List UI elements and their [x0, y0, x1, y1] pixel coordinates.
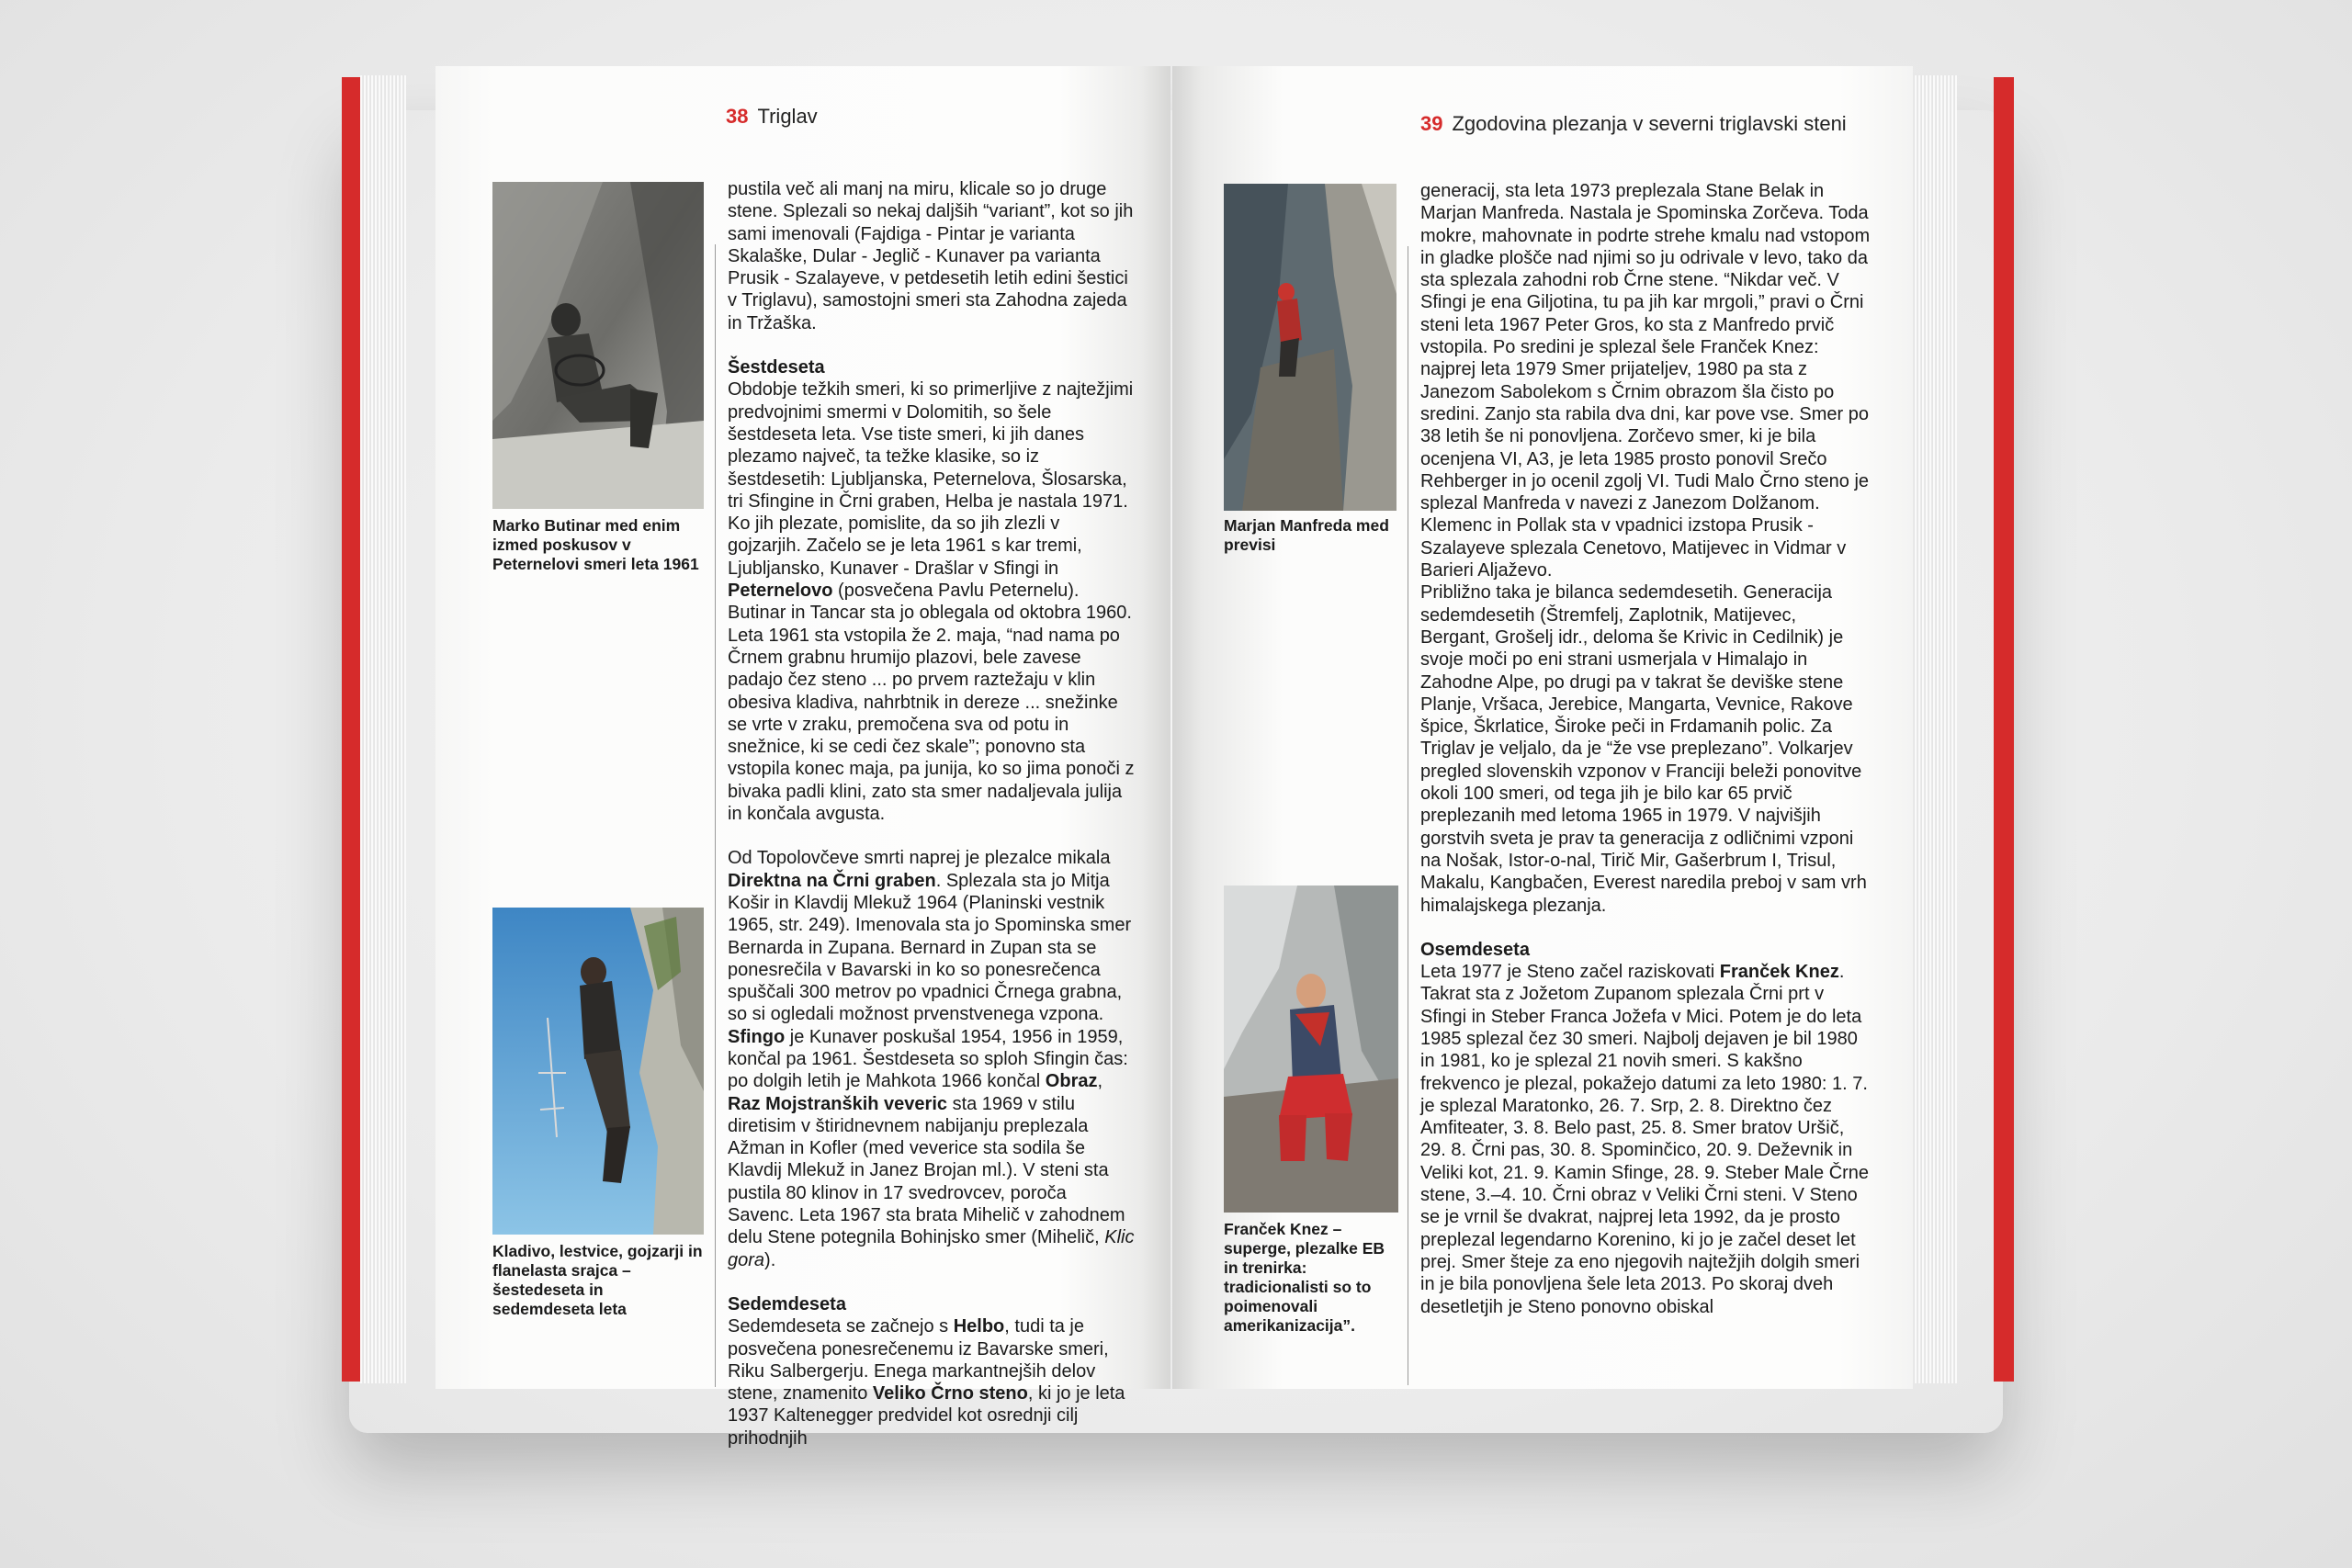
- photo-caption: Kladivo, lestvice, gojzarji in flanelasta srajca – šestedeseta in sedemdeseta leta: [492, 1242, 703, 1318]
- page-number: 39: [1420, 112, 1443, 135]
- section-heading: Šestdeseta: [728, 357, 825, 378]
- text-column: [1420, 180, 1871, 1318]
- paragraph: pustila več ali manj na miru, klicale so jo druge stene. Splezali so nekaj daljših “variant”, kot so jih sami imenovali (Fajdiga - Pintar je varianta Skalaške, Dular - Jeglič - Kunaver pa varianta Prusik - Szalayeve, v petdesetih letih edini šestici v Triglavu), samostojni smeri sta Zahodna zajeda in Tržaška.: [728, 179, 1134, 333]
- photo-caption: Franček Knez – superge, plezalke EB in trenirka: tradicionalisti so to poimenovali amerikanizacija”.: [1224, 1220, 1385, 1335]
- left-page: [435, 66, 1170, 1449]
- paragraph: generacij, sta leta 1973 preplezala Stane Belak in Marjan Manfreda. Nastala je Spominska Zorčeva. Toda mokre, mahovnate in podrte strehe kmalu nad vstopom in gladke plošče nad njimi so ju odrivale v levo, tako da sta splezala zahodni rob Črne stene. “Nikdar več. V Sfingi je ena Giljotina, tu pa jih kar mrgoli,” pravi o Črni steni leta 1967 Peter Gros, ko sta z Manfredo prvič vstopila. Po sredini je splezal šele Franček Knez: najprej leta 1979 Smer prijateljev, 1980 pa sta z Janezom Sabolekom s Črnim obrazom šla čisto po sredini. Zanjo sta rabila dva dni, kar pove vse. Smer po 38 letih še ni ponovljena. Zorčevo smer, ki je bila ocenjena VI, A3, je leta 1985 prosto ponovil Srečo Rehberger in jo ocenil zgolj VI. Tudi Malo Črno steno je splezal Manfreda v navezi z Janezom Dolžanom. Klemenc in Pollak sta v vpadnici izstopa Prusik - Szalayeve splezala Cenetovo, Matijevec in Vidmar v Barieri Aljaževo.: [1420, 181, 1871, 581]
- page-title: Zgodovina plezanja v severni triglavski steni: [1452, 112, 1847, 135]
- text-column: [728, 178, 1137, 1450]
- left-page-header: [726, 105, 818, 129]
- paragraph: Od Topolovčeve smrti naprej je plezalce mikala Direktna na Črni graben. Splezala sta jo Mitja Košir in Klavdij Mlekuž 1964 (Planinski vestnik 1965, str. 249). Imenovala sta jo Spominska smer Bernarda in Zupana. Bernard in Zupan sta se ponesrečila v Bavarski in ko so ponesrečenca spuščali 300 metrov po vpadnici Črnega grabna, so si ogledali možnost prvenstvenega vzpona. Sfingo je Kunaver poskušal 1954, 1956 in 1959, končal pa 1961. Šestdeseta so sploh Sfingin čas: po dolgih letih je Mahkota 1966 končal Obraz, Raz Mojstranških veveric sta 1969 v stilu diretisim v štiridnevnem nabijanju preplezala Ažman in Kofler (med veverice sta sodila še Klavdij Mlekuž in Janez Brojan ml.). V steni sta pustila 80 klinov in 17 svedrovcev, poroča Savenc. Leta 1967 sta brata Mihelič v zahodnem delu Stene potegnila Bohinjsko smer (Mihelič, Klic gora).: [728, 848, 1135, 1270]
- left-cover-edge: [342, 77, 362, 1382]
- page-number: 38: [726, 105, 749, 128]
- paragraph: Leta 1977 je Steno začel raziskovati Franček Knez. Takrat sta z Jožetom Zupanom splezala Črni prt v Sfingi in Steber Franca Jožefa v Mici. Potem je do leta 1985 splezal čez 30 smeri. Najbolj dejaven je bil 1980 in 1981, ko je splezal 21 novih smeri. S kakšno frekvenco je plezal, pokažejo datumi za leto 1980: 1. 7. je splezal Maratonko, 26. 7. Srp, 2. 8. Direktno čez Amfiteater, 3. 8. Belo past, 25. 8. Smer bratov Uršič, 29. 8. Črni pas, 30. 8. Spominčico, 20. 9. Deževnik in Veliki kot, 21. 9. Kamin Sfinge, 28. 9. Steber Male Črne stene, 3.–4. 10. Črni obraz v Veliki Črni steni. V Steno se je vrnil še dvakrat, najprej leta 1992, da je prosto preplezal legendarno Korenino, ki jo je začel deset let prej. Smer šteje za eno njegovih najtežjih dolgih smeri in je bila ponovljena šele leta 2013. Po skoraj dveh desetletjih je Steno ponovno obiskal: [1420, 962, 1870, 1317]
- climber-sitting-photo: [492, 182, 704, 509]
- page-title: Triglav: [757, 105, 818, 128]
- section-heading: Sedemdeseta: [728, 1293, 846, 1314]
- paragraph: Sedemdeseta se začnejo s Helbo, tudi ta je posvečena ponesrečenemu iz Bavarske smeri, Riku Salbergerju. Enega markantnejših delov stene, znamenito Veliko Črno steno, ki jo je leta 1937 Kaltenegger predvidel kot osrednji cilj prihodnjih: [728, 1316, 1125, 1449]
- right-cover-edge: [1994, 77, 2014, 1382]
- section-heading: Osemdeseta: [1420, 939, 1530, 960]
- photo-caption: Marjan Manfreda med previsi: [1224, 516, 1389, 554]
- right-page-header: [1420, 112, 1847, 136]
- climber-gully-photo: [1224, 184, 1396, 511]
- right-page-stack: [1911, 75, 1957, 1383]
- climber-portrait-photo: [1224, 886, 1398, 1213]
- paragraph: Obdobje težkih smeri, ki so primerljive z najtežjimi predvojnimi smermi v Dolomitih, so šele šestdeseta leta. Vse tiste smeri, ki jih danes plezamo največ, ta težke klasike, so iz šestdesetih: Ljubljanska, Peternelova, Šlosarska, tri Sfingine in Črni graben, Helba je nastala 1971. Ko jih plezate, pomislite, da so jih zlezli v gojzarjih. Začelo se je leta 1961 s kar tremi, Ljubljansko, Kunaver - Drašlar v Sfingi in Peternelovo (posvečena Pavlu Peternelu). Butinar in Tancar sta jo oblegala od oktobra 1960. Leta 1961 sta vstopila že 2. maja, “nad nama po Črnem grabnu hrumijo plazovi, bele zavese padajo čez steno ... po prvem raztežaju v klin obesiva kladiva, nahrbtnik in dereze ... snežinke se vrte v zraku, premočena sva od potu in snežnice, ki se cedi čez skale”; ponovno sta vstopila konec maja, pa junija, ko so jima ponoči z bivaka padli klini, zato sta smer nadaljevala julija in končala avgusta.: [728, 379, 1135, 825]
- right-page: [1172, 66, 1913, 1389]
- paragraph: Približno taka je bilanca sedemdesetih. Generacija sedemdesetih (Štremfelj, Zaplotnik, Matijevec, Bergant, Grošelj idr., deloma še Krivic in Cedilnik) je svoje moči po eni strani usmerjala v Himalajo in Zahodne Alpe, po drugi pa v takrat še deviške stene Planje, Vršaca, Jerebice, Mangarta, Vevnice, Rakove špice, Škrlatice, Široke peči in Frdamanih polic. Za Triglav je veljalo, da je “že vse preplezano”. Volkarjev pregled slovenskih vzponov v Franciji beleži ponovitve okoli 100 smeri, od tega jih je bilo kar 65 prvič preplezanih med letoma 1965 in 1979. V najvišjih gorstvih sveta je prav ta generacija z odličnimi vzponi na Nošak, Istor-o-nal, Tirič Mir, Gašerbrum I, Trisul, Makalu, Kangbačen, Everest naredila preboj v sam vrh himalajskega plezanja.: [1420, 582, 1867, 916]
- column-rule: [715, 244, 716, 1387]
- left-page-stack: [360, 75, 406, 1383]
- photo-caption: Marko Butinar med enim izmed poskusov v Peternelovi smeri leta 1961: [492, 516, 699, 573]
- climber-wall-photo: [492, 908, 704, 1235]
